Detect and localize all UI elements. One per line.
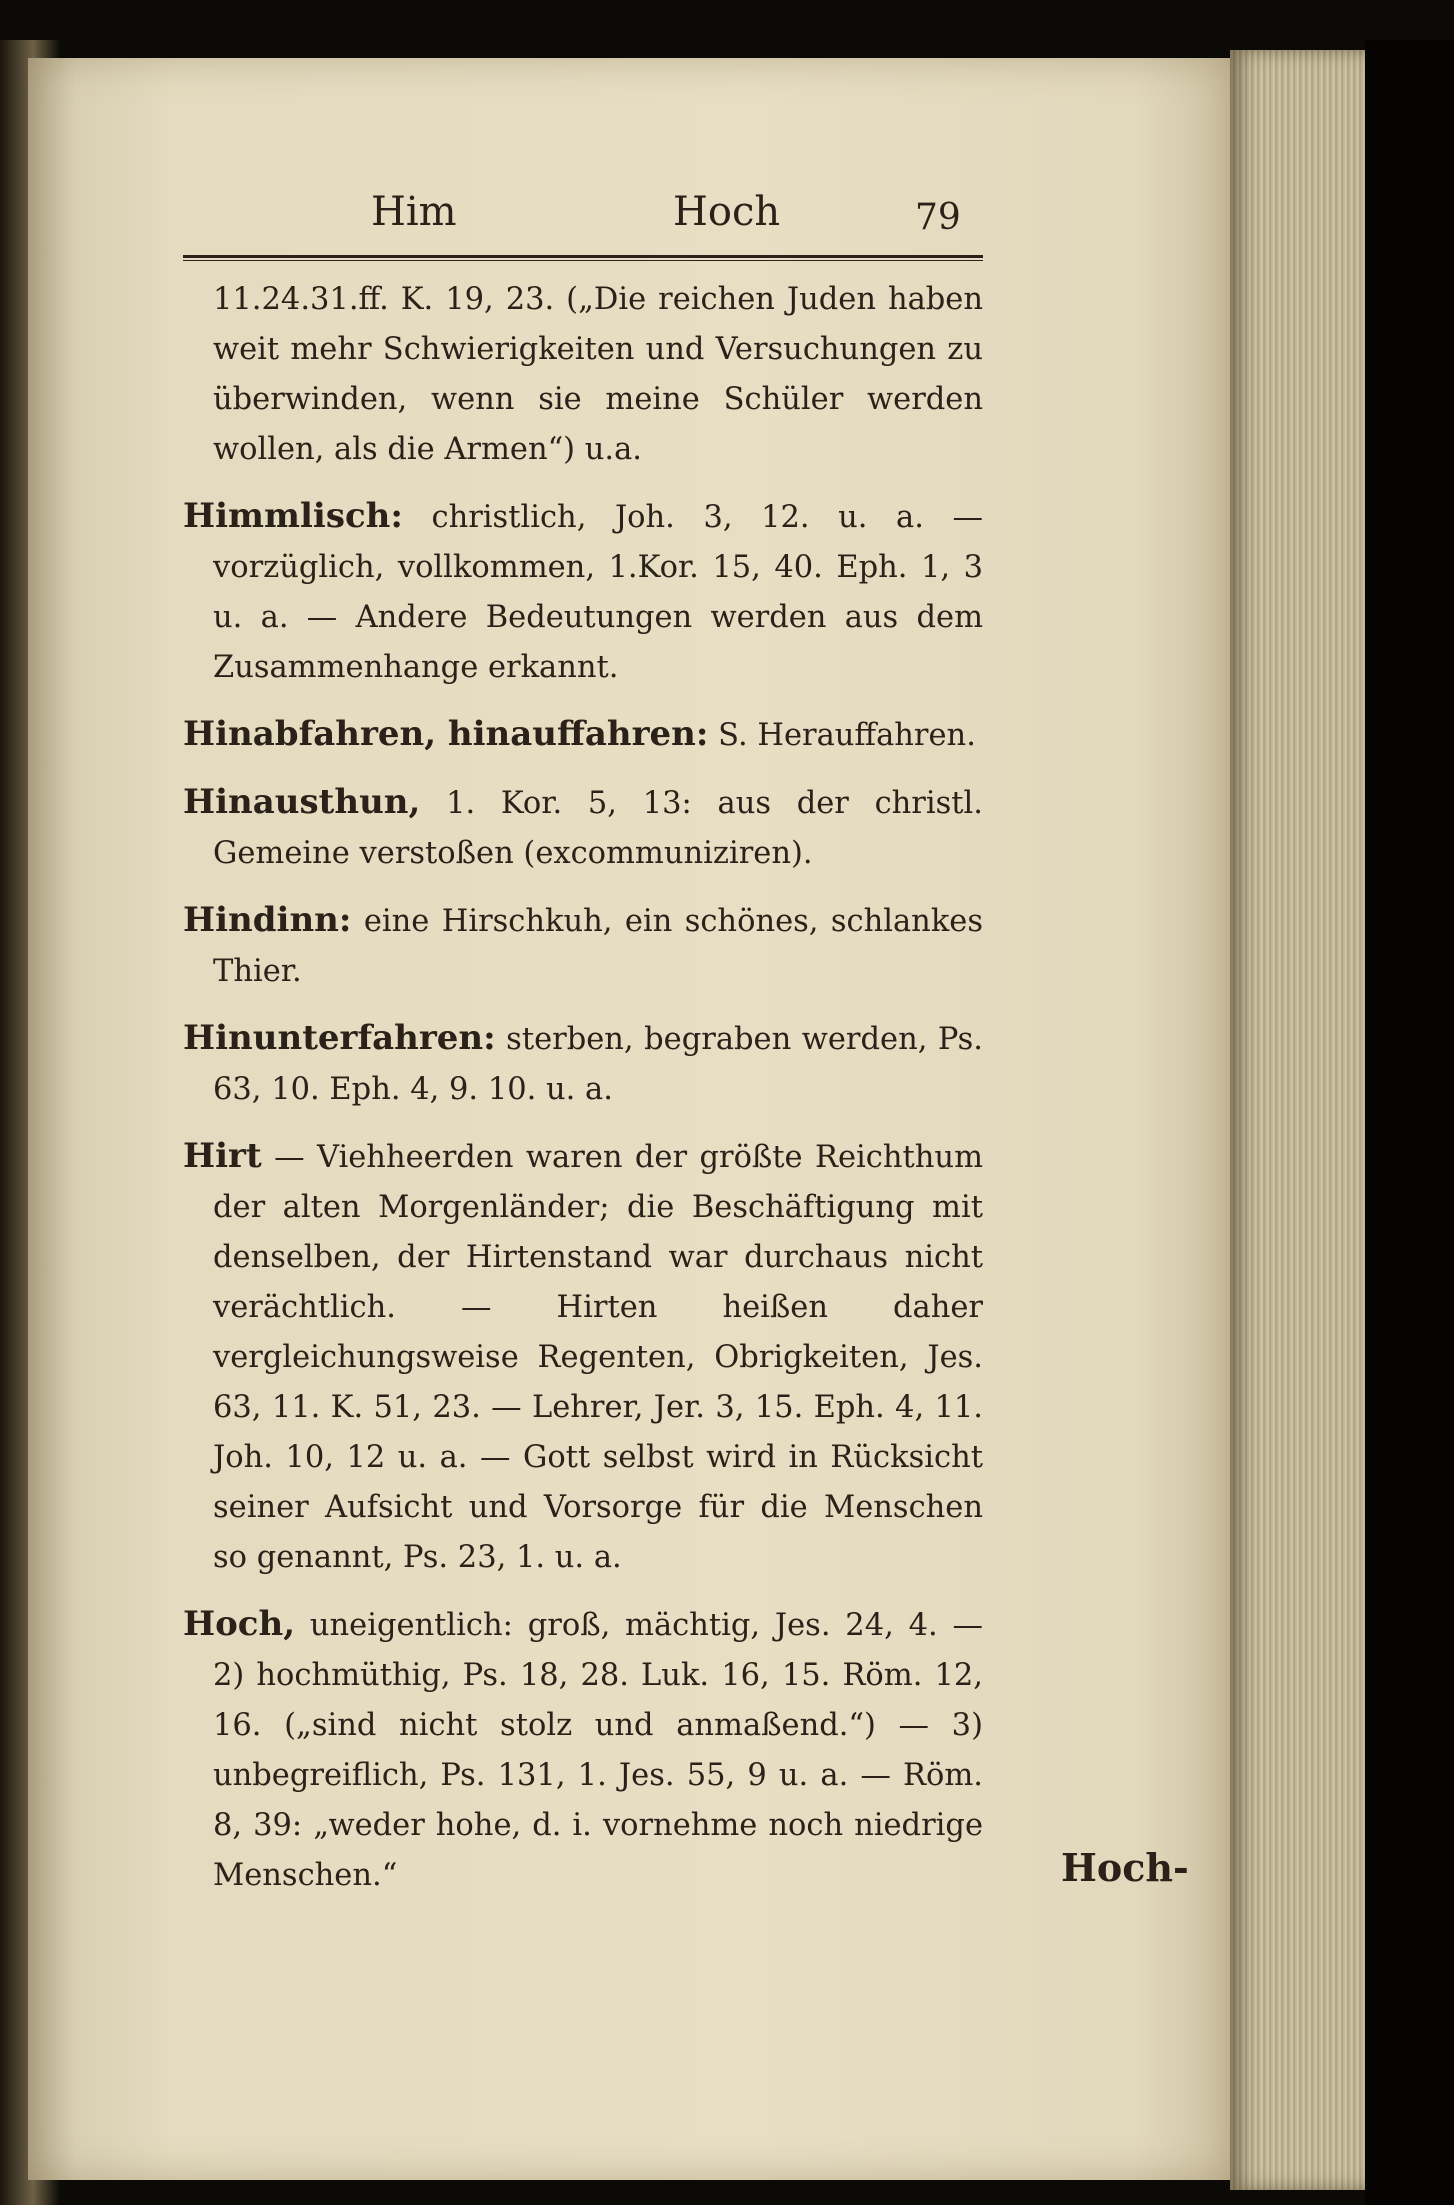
entry-hinabfahren: [183, 709, 983, 761]
entry-text: sterben, begraben werden, Ps. 63, 10. Eph. 4, 9. 10. u. a.: [213, 1022, 983, 1107]
entry-continuation: [183, 275, 983, 475]
entry-text: uneigentlich: groß, mächtig, Jes. 24, 4. — 2) hochmüthig, Ps. 18, 28. Luk. 16, 15. Röm. 12, 16. („sind nicht stolz und anmaßend.“) — 3) unbegreiflich, Ps. 131, 1. Jes. 55, 9 u. a. — Röm. 8, 39: „weder hohe, d. i. vornehme noch niedrige Menschen.“: [213, 1608, 983, 1893]
page-fore-edge: [1230, 50, 1365, 2190]
entry-headword: Hinunterfahren:: [183, 1018, 496, 1058]
entry-hoch: [183, 1599, 983, 1901]
running-head-left: Him: [371, 189, 457, 235]
entry-headword: Hindinn:: [183, 900, 352, 940]
page-number: 79: [915, 197, 961, 238]
entry-text: christlich, Joh. 3, 12. u. a. — vorzüglich, vollkommen, 1.Kor. 15, 40. Eph. 1, 3 u. a. — Andere Bedeutungen werden aus dem Zusammenhange erkannt.: [213, 500, 983, 685]
entry-headword: Hirt: [183, 1136, 262, 1176]
scan-background: [1365, 40, 1454, 2205]
entry-himmlisch: [183, 491, 983, 693]
entry-hirt: [183, 1131, 983, 1583]
entry-text: 1. Kor. 5, 13: aus der christl. Gemeine verstoßen (excommuniziren).: [213, 786, 984, 871]
entry-headword: Hoch,: [183, 1604, 296, 1644]
entry-headword: Himmlisch:: [183, 496, 403, 536]
entry-hindinn: [183, 895, 983, 997]
entry-hinausthun: [183, 777, 983, 879]
entry-text: 11.24.31.ff. K. 19, 23. („Die reichen Juden haben weit mehr Schwierigkeiten und Versuchungen zu überwinden, wenn sie meine Schüler werden wollen, als die Armen“) u.a.: [213, 282, 983, 467]
running-head: [183, 175, 983, 245]
entry-text: — Viehheerden waren der größte Reichthum der alten Morgenländer; die Beschäftigung mit denselben, der Hirtenstand war durchaus nicht verächtlich. — Hirten heißen daher vergleichungsweise Regenten, Obrigkeiten, Jes. 63, 11. K. 51, 23. — Lehrer, Jer. 3, 15. Eph. 4, 11. Joh. 10, 12 u. a. — Gott selbst wird in Rücksicht seiner Aufsicht und Vorsorge für die Menschen so genannt, Ps. 23, 1. u. a.: [213, 1140, 983, 1575]
catchword: Hoch-: [1061, 1845, 1189, 1890]
entry-headword: Hinabfahren, hinauffahren:: [183, 714, 709, 754]
entry-text: eine Hirschkuh, ein schönes, schlankes Thier.: [213, 904, 984, 989]
header-rule: [183, 255, 983, 261]
page-text: [183, 175, 1189, 1917]
entry-text: S. Herauffahren.: [718, 718, 976, 753]
entry-hinunterfahren: [183, 1013, 983, 1115]
entry-headword: Hinausthun,: [183, 782, 421, 822]
running-head-center: Hoch: [673, 189, 781, 235]
